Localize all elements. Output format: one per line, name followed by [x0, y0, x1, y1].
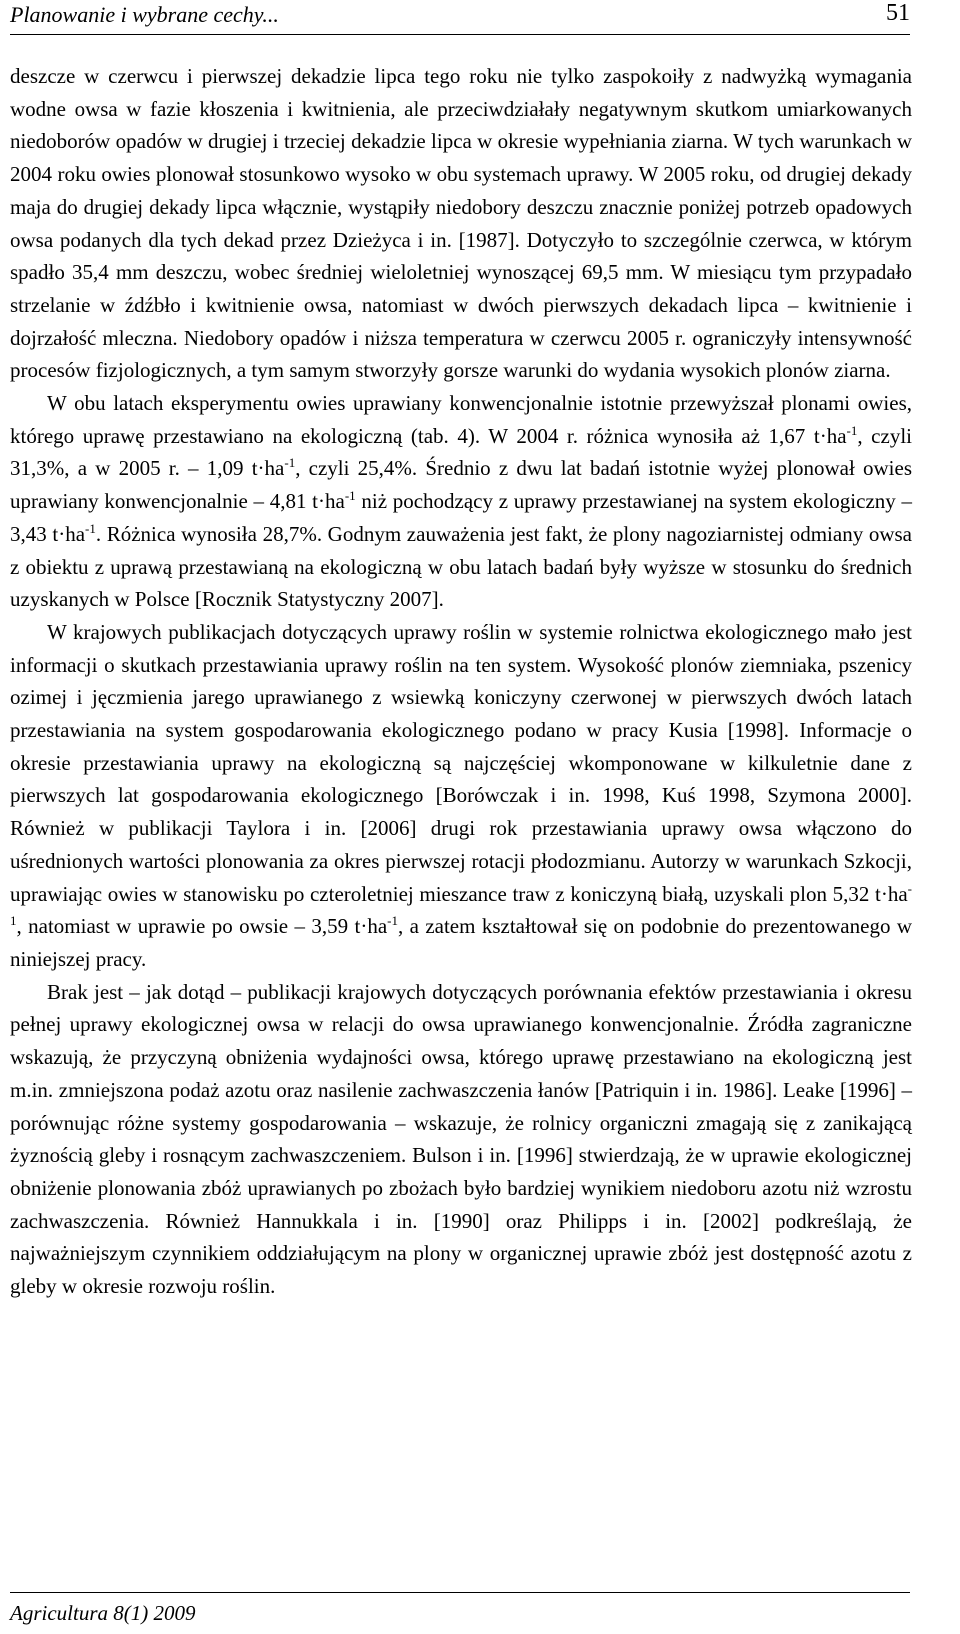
page-footer: [10, 1592, 910, 1626]
paragraph-4: [10, 976, 912, 1303]
paragraph-3: [10, 616, 912, 976]
text-run: W obu latach eksperymentu owies uprawiany konwencjonalnie istotnie przewyższał plonami owies, którego uprawę przestawiano na ekologiczną (tab. 4). W 2004 r. różnica wynosiła aż 1,67 t·ha: [10, 391, 912, 448]
text-run: , a zatem kształtował się on podobnie do prezentowanego w niniejszej pracy.: [10, 914, 912, 971]
unit-exponent: -1: [344, 488, 356, 504]
text-run: deszcze w czerwcu i pierwszej dekadzie lipca tego roku nie tylko zaspokoiły z nadwyżką wymagania wodne owsa w fazie kłoszenia i kwitnienia, ale przeciwdziałały negatywnym skutkom umiarkowanych niedoborów opadów w drugiej i trzeciej dekadzie lipca w okresie wypełniania ziarna. W tych warunkach w 2004 roku owies plonował stosunkowo wysoko w obu systemach uprawy. W 2005 roku, od drugiej dekady maja do drugiej dekady lipca włącznie, wystąpiły niedobory deszczu znacznie poniżej potrzeb opadowych owsa podanych dla tych dekad przez Dzieżyca i in. [1987]. Dotyczyło to szczególnie czerwca, w którym spadło 35,4 mm deszczu, wobec średniej wieloletniej wynoszącej 69,5 mm. W miesiącu tym przypadało strzelanie w źdźbło i kwitnienie owsa, natomiast w dwóch pierwszych dekadach lipca – kwitnienie i dojrzałość mleczna. Niedobory opadów i niższa temperatura w czerwcu 2005 r. ograniczyły intensywność procesów fizjologicznych, a tym samym stworzyły gorsze warunki do wydania wysokich plonów ziarna.: [10, 64, 912, 383]
text-run: , czyli 31,3%, a w 2005 r. – 1,09 t·ha: [10, 423, 912, 481]
text-run: . Różnica wynosiła 28,7%. Godnym zauważenia jest fakt, że plony nagoziarnistej odmiany owsa z obiektu z uprawą przestawianą na ekologiczną w obu latach badań były wyższe w stosunku do średnich uzyskanych w Polsce [Rocznik Statystyczny 2007].: [10, 521, 912, 612]
text-run: Brak jest – jak dotąd – publikacji krajowych dotyczących porównania efektów przestawiania i okresu pełnej uprawy ekologicznej owsa w relacji do owsa uprawianego konwencjonalnie. Źródła zagraniczne wskazują, że przyczyną obniżenia wydajności owsa, którego uprawę przestawiano na ekologiczną jest m.in. zmniejszona podaż azotu oraz nasilenie zachwaszczenia łanów [Patriquin i in. 1986]. Leake [1996] – porównując różne systemy gospodarowania – wskazuje, że rolnicy organiczni zmagają się z zanikającą żyznością gleby i rosnącym zachwaszczeniem. Bulson i in. [1996] stwierdzają, że w uprawie ekologicznej obniżenie plonowania zbóż uprawianych po zbożach było bardziej wynikiem niedoboru azotu niż wzrostu zachwaszczenia. Również Hannukkala i in. [1990] oraz Philipps i in. [2002] podkreślają, że najważniejszym czynnikiem oddziałującym na plony w organicznej uprawie zbóż jest dostępność azotu z gleby w okresie rozwoju roślin.: [10, 979, 912, 1299]
text-run: W krajowych publikacjach dotyczących uprawy roślin w systemie rolnictwa ekologicznego mało jest informacji o skutkach przestawiania uprawy roślin na ten system. Wysokość plonów ziemniaka, pszenicy ozimej i jęczmienia jarego uprawianego z wsiewką koniczyny czerwonej w pierwszych dwóch latach przestawiania na system gospodarowania ekologicznego podano w pracy Kusia [1998]. Informacje o okresie przestawiania uprawy na ekologiczną są najczęściej wkomponowane w kilkuletnie dane z pierwszych lat gospodarowania ekologicznego [Borówczak i in. 1998, Kuś 1998, Szymona 2000]. Również w publikacji Taylora i in. [2006] drugi rok przestawiania uprawy owsa włączono do uśrednionych wartości plonowania za okres pierwszej rotacji płodozmianu. Autorzy w warunkach Szkocji, uprawiając owies w stanowisku po czteroletniej mieszance traw z koniczyną białą, uzyskali plon 5,32 t·ha: [10, 619, 912, 906]
unit-exponent: -1: [846, 422, 858, 438]
paragraph-2: [10, 387, 912, 616]
journal-citation: Agricultura 8(1) 2009: [10, 1601, 196, 1625]
unit-exponent: -1: [85, 520, 96, 536]
running-title: Planowanie i wybrane cechy...: [10, 2, 279, 27]
body-text: [10, 60, 912, 1303]
text-run: niż pochodzący z uprawy przestawianej na system ekologiczny – 3,43 t·ha: [10, 489, 912, 546]
page-number: 51: [886, 0, 910, 26]
text-run: , natomiast w uprawie po owsie – 3,59 t·ha: [16, 914, 388, 939]
text-run: , czyli 25,4%. Średnio z dwu lat badań istotnie wyżej plonował owies uprawiany konwencjonalnie – 4,81 t·ha: [10, 456, 913, 514]
unit-exponent: -1: [387, 913, 398, 929]
unit-exponent: -1: [10, 880, 912, 929]
unit-exponent: -1: [284, 455, 296, 471]
paragraph-1: [10, 60, 912, 387]
page-header: [10, 0, 910, 35]
